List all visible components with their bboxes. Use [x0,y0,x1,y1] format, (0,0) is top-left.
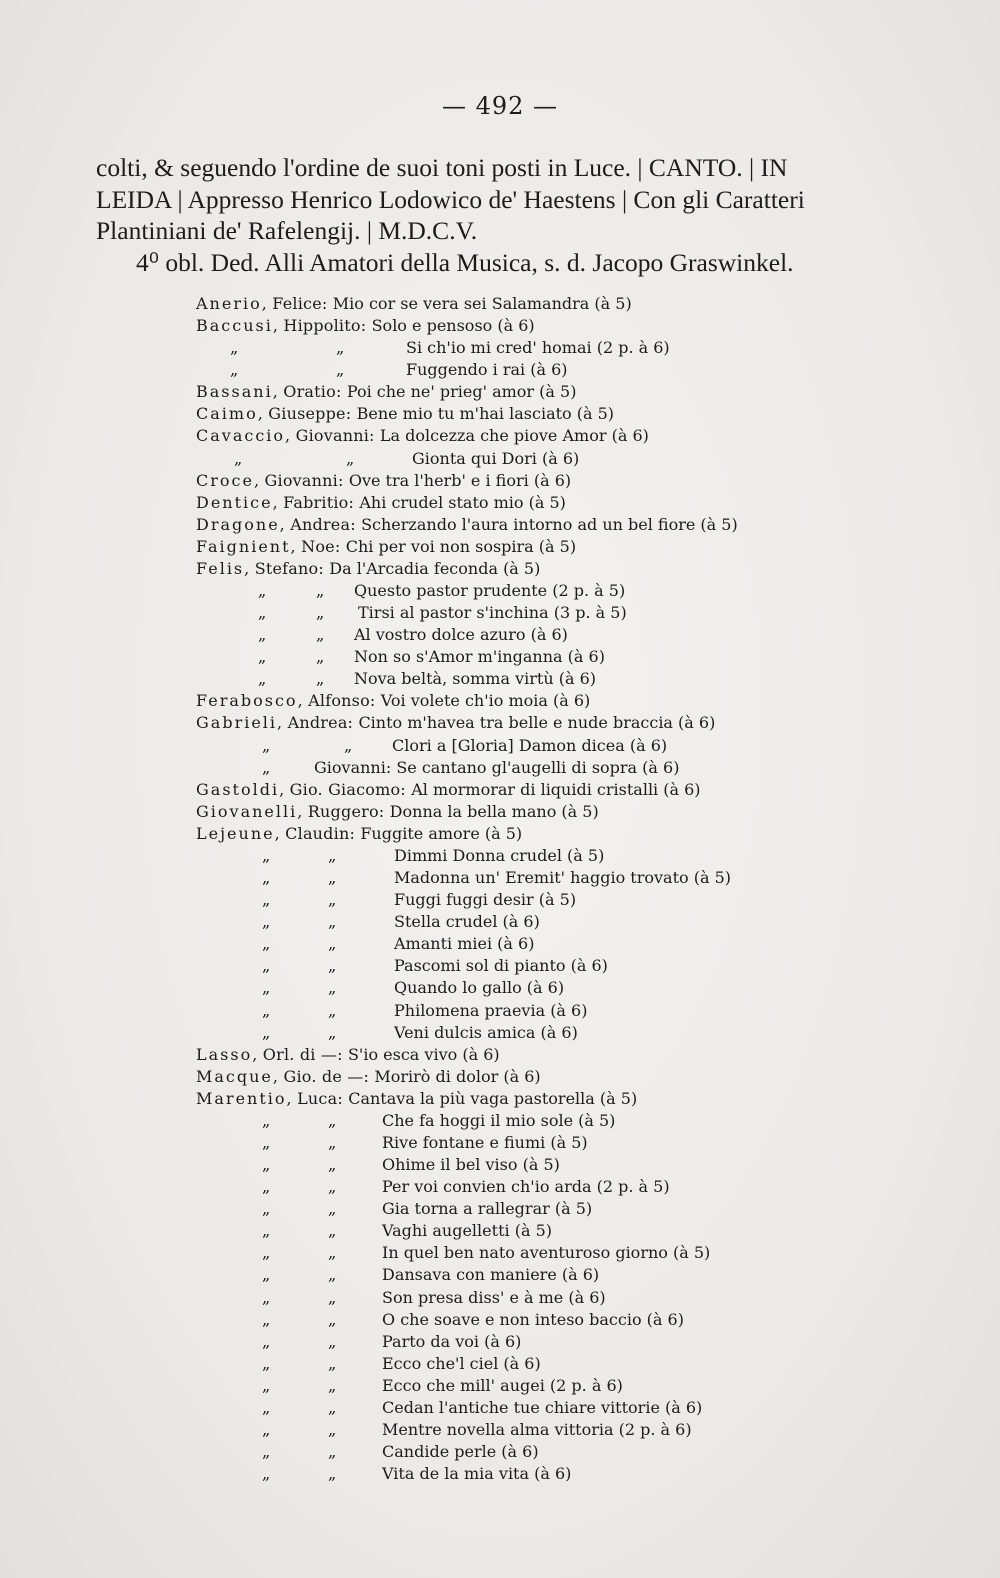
entry-row [196,911,956,933]
ditto-mark: „ [328,1287,337,1307]
entry-row [196,1309,956,1331]
composer-surname: Bassani [196,382,273,402]
work-title: Si ch'io mi cred' homai (2 p. à 6) [406,338,670,358]
ditto-mark: „ [328,1309,337,1329]
work-title: Solo e pensoso (à 6) [371,316,535,336]
ditto-mark: „ [328,934,337,954]
work-title: Stella crudel (à 6) [394,912,540,932]
work-title: Vita de la mia vita (à 6) [382,1464,572,1484]
entry-row [196,1022,956,1044]
entry-row [196,1463,956,1485]
composer-given-name: , Giovanni: [285,426,380,446]
work-title: Morirò di dolor (à 6) [374,1066,541,1086]
entry-row [196,823,956,845]
entry-row [196,315,956,337]
entry-row [196,403,956,425]
work-title: Per voi convien ch'io arda (2 p. à 5) [382,1177,670,1197]
entry-row [196,955,956,977]
work-title: O che soave e non inteso baccio (à 6) [382,1309,684,1329]
ditto-mark: „ [328,978,337,998]
ditto-mark: „ [328,890,337,910]
ditto-mark: „ [262,1287,271,1307]
ditto-mark: „ [328,1419,337,1439]
entry-row [196,690,956,712]
entry-row [196,1397,956,1419]
composer-given-name: , Noe: [290,536,346,556]
work-title: Clori a [Gloria] Damon dicea (à 6) [392,735,668,755]
ditto-mark: „ [328,868,337,888]
composer-entry-list [196,293,956,1485]
work-title: Questo pastor prudente (2 p. à 5) [354,581,626,601]
ditto-mark: „ [262,1177,271,1197]
work-title: Fuggite amore (à 5) [360,823,523,843]
work-title: Parto da voi (à 6) [382,1331,522,1351]
entry-row [196,668,956,690]
ditto-mark: „ [262,1022,271,1042]
entry-row [196,1176,956,1198]
entry-row [196,1375,956,1397]
work-title: Ecco che mill' augei (2 p. à 6) [382,1375,623,1395]
work-title: Ecco che'l ciel (à 6) [382,1353,541,1373]
ditto-mark: „ [262,1331,271,1351]
work-title: Scherzando l'aura intorno ad un bel fiore (à 5) [361,514,738,534]
work-title: La dolcezza che piove Amor (à 6) [379,426,649,446]
entry-row [196,580,956,602]
composer-surname: Anerio [196,294,262,313]
ditto-mark: „ [262,1000,271,1020]
ditto-mark: „ [262,1353,271,1373]
ditto-mark: „ [328,1442,337,1462]
ditto-mark: „ [328,1375,337,1395]
work-title: Gionta qui Dori (à 6) [412,448,580,468]
ditto-mark: „ [262,735,271,755]
ditto-mark: „ [328,956,337,976]
ditto-mark: „ [230,360,239,380]
ditto-mark: „ [262,1442,271,1462]
work-title: Non so s'Amor m'inganna (à 6) [354,647,605,667]
entry-row [196,425,956,447]
work-title: Ove tra l'herb' e i fiori (à 6) [348,470,572,490]
entry-row [196,712,956,734]
composer-surname: Dentice [196,492,273,512]
composer-given-name: , Gio. Giacomo: [279,779,412,799]
ditto-mark: „ [262,912,271,932]
work-title: Giovanni: Se cantano gl'augelli di sopra (à 6) [314,757,680,777]
composer-given-name: , Stefano: [244,558,330,578]
composer-surname: Dragone [196,514,280,534]
work-title: Dimmi Donna crudel (à 5) [394,845,605,865]
ditto-mark: „ [262,978,271,998]
entry-row [196,1287,956,1309]
work-title: Nova beltà, somma virtù (à 6) [354,669,596,689]
entry-row [196,1044,956,1066]
work-title: Cedan l'antiche tue chiare vittorie (à 6) [382,1397,703,1417]
work-title: Al mormorar di liquidi cristalli (à 6) [411,779,701,799]
composer-surname: Caimo [196,404,258,424]
composer-given-name: , Claudin: [274,823,361,843]
entry-row [196,867,956,889]
ditto-mark: „ [262,1265,271,1285]
work-title: Poi che ne' prieg' amor (à 5) [346,382,577,402]
ditto-mark: „ [336,360,345,380]
work-title: Mentre novella alma vittoria (2 p. à 6) [382,1419,692,1439]
composer-surname: Lejeune [196,823,275,843]
entry-row [196,381,956,403]
ditto-mark: „ [262,845,271,865]
ditto-mark: „ [234,448,243,468]
composer-given-name: , Ruggero: [297,801,390,821]
work-title: In quel ben nato aventuroso giorno (à 5) [382,1243,711,1263]
composer-given-name: , Giuseppe: [257,404,357,424]
entry-row [196,1441,956,1463]
work-title: Philomena praevia (à 6) [394,1000,588,1020]
entry-row [196,293,956,315]
ditto-mark: „ [328,1177,337,1197]
ditto-mark: „ [262,1110,271,1130]
entry-row [196,470,956,492]
composer-given-name: , Alfonso: [297,691,381,711]
work-title: Tirsi al pastor s'inchina (3 p. à 5) [358,603,627,623]
work-title: Al vostro dolce azuro (à 6) [354,625,568,645]
composer-given-name: , Fabritio: [272,492,360,512]
ditto-mark: „ [328,912,337,932]
composer-given-name: , Felice: [261,294,333,313]
ditto-mark: „ [328,845,337,865]
entry-row [196,757,956,779]
ditto-mark: „ [262,757,271,777]
entry-row [196,492,956,514]
composer-surname: Macque [196,1066,273,1086]
entry-row [196,735,956,757]
ditto-mark: „ [262,1464,271,1484]
entry-row [196,977,956,999]
entry-row [196,1353,956,1375]
composer-surname: Ferabosco [196,691,298,711]
entry-row [196,1220,956,1242]
ditto-mark: „ [262,890,271,910]
work-title: Fuggi fuggi desir (à 5) [394,890,577,910]
composer-given-name: , Giovanni: [253,470,349,490]
work-title: Ohime il bel viso (à 5) [382,1155,560,1175]
entry-row [196,602,956,624]
entry-row [196,1000,956,1022]
ditto-mark: „ [328,1110,337,1130]
ditto-mark: „ [258,581,267,601]
ditto-mark: „ [316,647,325,667]
entry-row [196,1154,956,1176]
ditto-mark: „ [262,1397,271,1417]
ditto-mark: „ [262,1132,271,1152]
ditto-mark: „ [328,1397,337,1417]
entry-row [196,779,956,801]
entry-row [196,1331,956,1353]
work-title: Da l'Arcadia feconda (à 5) [329,558,541,578]
composer-given-name: , Oratio: [272,382,347,402]
ditto-mark: „ [328,1464,337,1484]
composer-surname: Faignient [196,536,291,556]
ditto-mark: „ [328,1000,337,1020]
work-title: Cantava la più vaga pastorella (à 5) [348,1088,638,1108]
ditto-mark: „ [262,1419,271,1439]
intro-line: colti, & seguendo l'ordine de suoi toni posti in Luce. | CANTO. | IN [96,153,788,182]
ditto-mark: „ [262,1155,271,1175]
composer-surname: Giovanelli [196,801,298,821]
intro-line: Plantiniani de' Rafelengij. | M.D.C.V. [96,216,478,245]
ditto-mark: „ [258,625,267,645]
work-title: Candide perle (à 6) [382,1442,539,1462]
entry-row [196,1419,956,1441]
ditto-mark: „ [316,581,325,601]
ditto-mark: „ [262,1221,271,1241]
entry-row [196,646,956,668]
entry-row [196,624,956,646]
composer-surname: Gastoldi [196,779,280,799]
entry-row [196,1110,956,1132]
work-title: Quando lo gallo (à 6) [394,978,565,998]
ditto-mark: „ [328,1221,337,1241]
ditto-mark: „ [328,1199,337,1219]
ditto-mark: „ [336,338,345,358]
ditto-mark: „ [262,1243,271,1263]
work-title: Gia torna a rallegrar (à 5) [382,1199,593,1219]
work-title: Veni dulcis amica (à 6) [394,1022,578,1042]
ditto-mark: „ [258,647,267,667]
ditto-mark: „ [262,1309,271,1329]
composer-given-name: , Gio. de —: [272,1066,375,1086]
work-title: Rive fontane e fiumi (à 5) [382,1132,588,1152]
ditto-mark: „ [262,1375,271,1395]
entry-row [196,1132,956,1154]
work-title: Mio cor se vera sei Salamandra (à 5) [332,294,632,313]
ditto-mark: „ [258,669,267,689]
entry-row [196,1088,956,1110]
ditto-mark: „ [344,735,353,755]
work-title: Bene mio tu m'hai lasciato (à 5) [356,404,615,424]
ditto-mark: „ [262,1199,271,1219]
composer-surname: Marentio [196,1088,287,1108]
ditto-mark: „ [316,625,325,645]
ditto-mark: „ [328,1155,337,1175]
entry-row [196,889,956,911]
composer-surname: Gabrieli [196,713,278,733]
composer-surname: Croce [196,470,254,490]
ditto-mark: „ [316,603,325,623]
composer-surname: Baccusi [196,316,273,336]
work-title: Chi per voi non sospira (à 5) [345,536,577,556]
composer-surname: Felis [196,558,245,578]
composer-given-name: , Hippolito: [272,316,372,336]
ditto-mark: „ [262,956,271,976]
entry-row [196,1198,956,1220]
ditto-mark: „ [328,1331,337,1351]
ditto-mark: „ [328,1243,337,1263]
work-title: Fuggendo i rai (à 6) [406,360,568,380]
work-title: Son presa diss' e à me (à 6) [382,1287,606,1307]
work-title: S'io esca vivo (à 6) [347,1044,500,1064]
entry-row [196,558,956,580]
entry-row [196,359,956,381]
work-title: Pascomi sol di pianto (à 6) [394,956,608,976]
bibliographic-intro [96,152,956,278]
entry-row [196,337,956,359]
composer-surname: Cavaccio [196,426,286,446]
ditto-mark: „ [262,868,271,888]
entry-row [196,845,956,867]
work-title: Vaghi augelletti (à 5) [382,1221,552,1241]
ditto-mark: „ [328,1022,337,1042]
work-title: Cinto m'havea tra belle e nude braccia (à 6) [358,713,716,733]
work-title: Dansava con maniere (à 6) [382,1265,600,1285]
work-title: Ahi crudel stato mio (à 5) [359,492,566,512]
entry-row [196,1264,956,1286]
page-number: — 492 — [441,92,559,120]
entry-row [196,933,956,955]
composer-given-name: , Luca: [286,1088,349,1108]
ditto-mark: „ [328,1265,337,1285]
intro-line: LEIDA | Appresso Henrico Lodowico de' Haestens | Con gli Caratteri [96,184,805,214]
work-title: Amanti miei (à 6) [394,934,535,954]
entry-row [196,1066,956,1088]
ditto-mark: „ [316,669,325,689]
ditto-mark: „ [262,934,271,954]
ditto-mark: „ [230,338,239,358]
entry-row [196,1242,956,1264]
ditto-mark: „ [328,1132,337,1152]
work-title: Madonna un' Eremit' haggio trovato (à 5) [394,868,732,888]
ditto-mark: „ [258,603,267,623]
work-title: Voi volete ch'io moia (à 6) [380,691,591,711]
work-title: Che fa hoggi il mio sole (à 5) [382,1110,616,1130]
ditto-mark: „ [346,448,355,468]
entry-row [196,536,956,558]
intro-line: 4⁰ obl. Ded. Alli Amatori della Musica, s. d. Jacopo Graswinkel. [136,247,794,277]
ditto-mark: „ [328,1353,337,1373]
composer-given-name: , Andrea: [279,514,362,534]
work-title: Donna la bella mano (à 5) [389,801,599,821]
composer-surname: Lasso [196,1044,253,1064]
entry-row [196,514,956,536]
entry-row [196,801,956,823]
composer-given-name: , Andrea: [277,713,359,733]
entry-row [196,448,956,470]
composer-given-name: , Orl. di —: [252,1044,348,1064]
